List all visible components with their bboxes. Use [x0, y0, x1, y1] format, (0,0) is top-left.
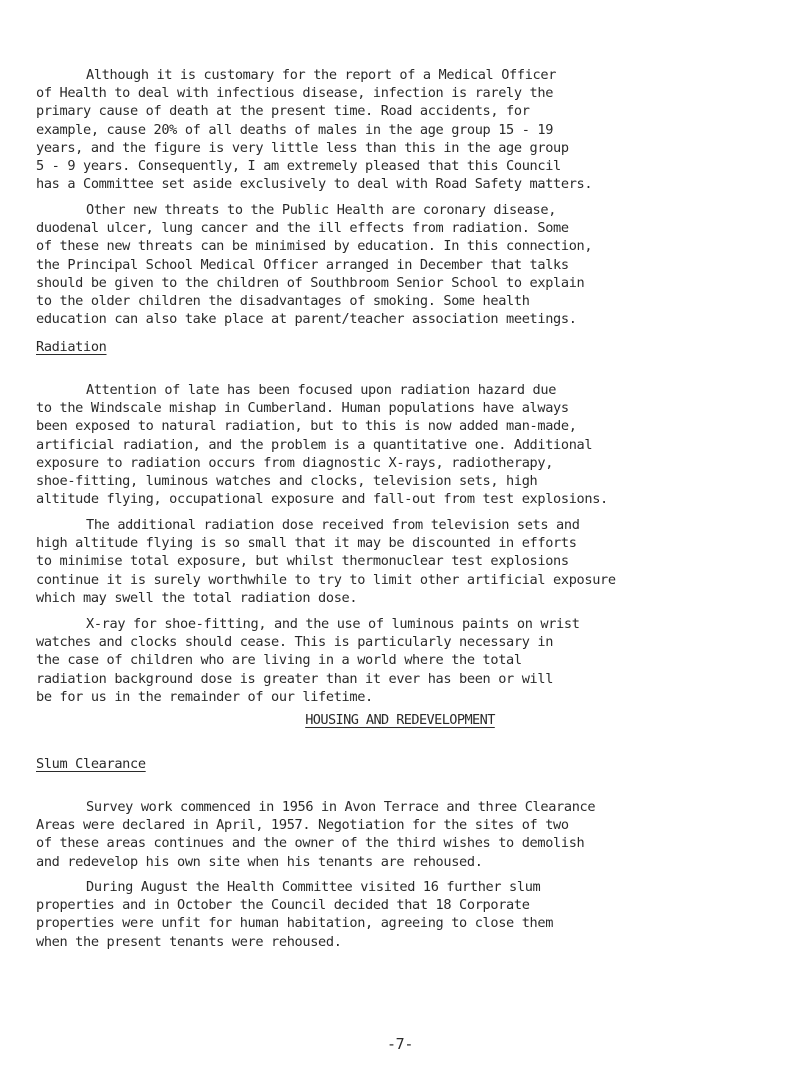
radiation-paragraph-3 — [0, 615, 800, 706]
text-line: when the present tenants were rehoused. — [36, 933, 342, 950]
text-line: 5 - 9 years. Consequently, I am extremely pleased that this Council — [36, 157, 561, 174]
slum-clearance-heading: Slum Clearance — [36, 756, 146, 772]
radiation-heading: Radiation — [36, 339, 107, 355]
text-line: primary cause of death at the present time. Road accidents, for — [36, 103, 530, 120]
text-line: X-ray for shoe-fitting, and the use of luminous paints on wrist — [86, 616, 580, 632]
radiation-paragraph-2 — [0, 516, 800, 607]
text-line: continue it is surely worthwhile to try to limit other artificial exposure — [36, 571, 616, 588]
text-line: radiation background dose is greater than it ever has been or will — [36, 670, 554, 687]
text-line: Although it is customary for the report of a Medical Officer — [86, 67, 557, 83]
text-line: exposure to radiation occurs from diagnostic X-rays, radiotherapy, — [36, 454, 554, 471]
text-line: high altitude flying is so small that it may be discounted in efforts — [36, 535, 577, 552]
text-line: education can also take place at parent/teacher association meetings. — [36, 311, 577, 328]
text-line: of Health to deal with infectious disease, infection is rarely the — [36, 85, 554, 102]
text-line: altitude flying, occupational exposure and fall-out from test explosions. — [36, 491, 608, 508]
text-line: artificial radiation, and the problem is a quantitative one. Additional — [36, 436, 593, 453]
text-line: and redevelop his own site when his tenants are rehoused. — [36, 853, 483, 870]
text-line: has a Committee set aside exclusively to deal with Road Safety matters. — [36, 176, 593, 193]
text-line: The additional radiation dose received from television sets and — [86, 517, 580, 533]
text-line: should be given to the children of Southbroom Senior School to explain — [36, 274, 585, 291]
text-line: of these new threats can be minimised by education. In this connection, — [36, 238, 593, 255]
housing-section-heading: HOUSING AND REDEVELOPMENT — [305, 712, 495, 728]
text-line: to the older children the disadvantages of smoking. Some health — [36, 292, 530, 309]
text-line: Other new threats to the Public Health are coronary disease, — [86, 202, 557, 218]
text-line: of these areas continues and the owner of the third wishes to demolish — [36, 835, 585, 852]
text-line: the case of children who are living in a world where the total — [36, 652, 522, 669]
text-line: Areas were declared in April, 1957. Negotiation for the sites of two — [36, 817, 569, 834]
text-line: years, and the figure is very little less than this in the age group — [36, 139, 569, 156]
text-line: which may swell the total radiation dose. — [36, 589, 358, 606]
text-line: Attention of late has been focused upon radiation hazard due — [86, 382, 557, 398]
text-line: shoe-fitting, luminous watches and clocks, television sets, high — [36, 472, 538, 489]
text-line: During August the Health Committee visited 16 further slum — [86, 879, 541, 895]
text-line: to minimise total exposure, but whilst thermonuclear test explosions — [36, 553, 569, 570]
text-line: be for us in the remainder of our lifetime. — [36, 688, 373, 705]
page-number: -7- — [386, 1035, 414, 1053]
text-line: to the Windscale mishap in Cumberland. Human populations have always — [36, 400, 569, 417]
threats-paragraph — [0, 201, 800, 328]
slum-clearance-paragraph-2 — [0, 878, 800, 951]
text-line: example, cause 20% of all deaths of males in the age group 15 - 19 — [36, 121, 554, 138]
text-line: Survey work commenced in 1956 in Avon Terrace and three Clearance — [86, 799, 596, 815]
radiation-paragraph-1 — [0, 381, 800, 508]
text-line: watches and clocks should cease. This is particularly necessary in — [36, 634, 554, 651]
text-line: duodenal ulcer, lung cancer and the ill effects from radiation. Some — [36, 220, 569, 237]
text-line: been exposed to natural radiation, but to this is now added man-made, — [36, 418, 577, 435]
text-line: the Principal School Medical Officer arranged in December that talks — [36, 256, 569, 273]
slum-clearance-paragraph-1 — [0, 798, 800, 871]
intro-paragraph — [0, 66, 800, 193]
text-line: properties were unfit for human habitation, agreeing to close them — [36, 915, 554, 932]
text-line: properties and in October the Council decided that 18 Corporate — [36, 897, 530, 914]
